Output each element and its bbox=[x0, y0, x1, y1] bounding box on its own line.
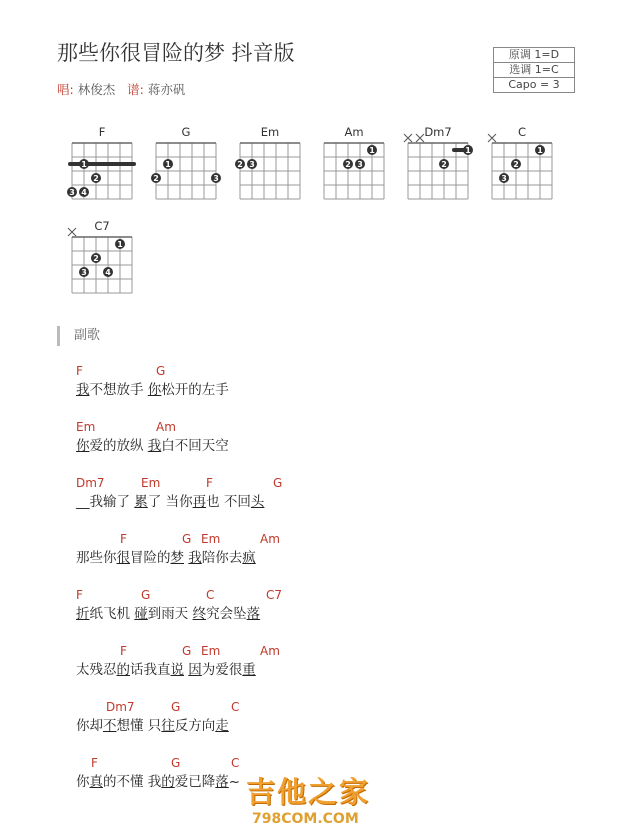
chord-label[interactable]: C bbox=[231, 700, 240, 714]
chord-label[interactable]: F bbox=[76, 364, 83, 378]
lyric-segment: 纸飞机 bbox=[89, 606, 135, 622]
finger-number: 1 bbox=[537, 146, 543, 155]
chord-label[interactable]: F bbox=[120, 532, 127, 546]
chord-diagram-c7[interactable] bbox=[68, 219, 132, 293]
chord-anchor-char: 碰 bbox=[134, 606, 148, 622]
lyric-segment: 你却 bbox=[76, 718, 103, 734]
lyric-text bbox=[76, 658, 256, 678]
chord-label[interactable]: Dm7 bbox=[76, 476, 105, 490]
finger-number: 1 bbox=[81, 160, 87, 169]
chord-anchor-char: 梦 bbox=[170, 550, 184, 566]
chord-label[interactable]: F bbox=[91, 756, 98, 770]
chord-anchor-char: 的 bbox=[116, 662, 130, 678]
lyric-text bbox=[76, 434, 229, 454]
chord-diagram-dm7[interactable] bbox=[404, 125, 473, 199]
section-label: 副歌 bbox=[57, 326, 100, 346]
lyric-text bbox=[76, 490, 264, 510]
chord-diagram-f[interactable] bbox=[67, 125, 134, 199]
watermark-text: 吉他之家 bbox=[246, 775, 371, 809]
chord-name: G bbox=[181, 125, 191, 139]
watermark-url: 798COM.COM bbox=[252, 811, 359, 827]
chord-anchor-char: 折 bbox=[76, 606, 90, 622]
finger-number: 2 bbox=[513, 160, 519, 169]
chord-anchor-char: 累 bbox=[134, 494, 148, 510]
chord-anchor-char: 重 bbox=[242, 662, 256, 678]
singer-label: 唱: bbox=[57, 82, 74, 97]
finger-number: 3 bbox=[249, 160, 255, 169]
lyric-text bbox=[76, 378, 229, 398]
chord-anchor-char: 说 bbox=[170, 662, 184, 678]
chord-label[interactable]: Em bbox=[201, 532, 221, 546]
tabber-name[interactable]: 蒋亦矾 bbox=[147, 82, 186, 97]
finger-number: 1 bbox=[117, 240, 123, 249]
chord-label[interactable]: C7 bbox=[266, 588, 283, 602]
muted-string-x bbox=[488, 134, 496, 142]
finger-number: 3 bbox=[357, 160, 363, 169]
finger-number: 2 bbox=[441, 160, 447, 169]
chord-label[interactable]: Am bbox=[260, 532, 280, 546]
lyric-segment: 话我直 bbox=[130, 662, 171, 678]
lyric-segment: 太残忍 bbox=[76, 662, 117, 678]
chord-anchor-char: 真 bbox=[89, 774, 103, 790]
chord-label[interactable]: G bbox=[171, 756, 181, 770]
chord-anchor-char: 头 bbox=[250, 494, 265, 510]
chord-anchor-char: 很 bbox=[116, 550, 130, 566]
chord-anchor-char: 落 bbox=[246, 606, 261, 622]
lyric-segment: 究会坠 bbox=[206, 606, 247, 622]
lyric-segment: 那些你 bbox=[76, 550, 117, 566]
lyric-segment: __我输了 bbox=[76, 494, 135, 510]
lyric-segment: 爱已降 bbox=[174, 774, 216, 790]
muted-string-x bbox=[404, 134, 412, 142]
chord-anchor-char: 不 bbox=[103, 718, 117, 734]
lyric-text bbox=[76, 714, 229, 734]
chord-anchor-char: 落 bbox=[215, 774, 229, 790]
lyric-segment: 反方向 bbox=[174, 718, 216, 734]
finger-number: 1 bbox=[165, 160, 171, 169]
lyric-segment: 你 bbox=[76, 774, 90, 790]
chord-name: Em bbox=[260, 125, 280, 139]
chord-name: C7 bbox=[94, 219, 110, 233]
lyric-segment: 冒险的 bbox=[130, 550, 171, 566]
lyric-text bbox=[76, 546, 256, 566]
chord-anchor-char: 我 bbox=[147, 438, 162, 454]
finger-number: 2 bbox=[237, 160, 243, 169]
lyric-segment: 爱的放纵 bbox=[89, 438, 148, 454]
finger-number: 4 bbox=[81, 188, 87, 197]
chord-label[interactable]: G bbox=[182, 644, 192, 658]
chord-label[interactable]: C bbox=[206, 588, 215, 602]
chord-diagram-am[interactable] bbox=[324, 125, 384, 199]
chord-name: Am bbox=[344, 125, 364, 139]
page-title: 那些你很冒险的梦 抖音版 bbox=[57, 41, 295, 65]
lyric-segment: 了 当你 bbox=[147, 494, 193, 510]
lyric-segment: ~ bbox=[228, 774, 241, 790]
finger-number: 1 bbox=[369, 146, 375, 155]
chord-label[interactable]: Em bbox=[141, 476, 161, 490]
finger-number: 4 bbox=[105, 268, 111, 277]
finger-number: 3 bbox=[213, 174, 219, 183]
chord-name: C bbox=[517, 125, 527, 139]
lyric-segment: 不想放手 bbox=[89, 382, 148, 398]
lyric-segment: 到雨天 bbox=[147, 606, 193, 622]
finger-number: 3 bbox=[501, 174, 507, 183]
finger-number: 2 bbox=[153, 174, 159, 183]
lyric-text bbox=[76, 602, 260, 622]
finger-number: 2 bbox=[93, 174, 99, 183]
chord-label[interactable]: G bbox=[273, 476, 283, 490]
lyric-segment: 想懂 只 bbox=[116, 718, 162, 734]
chord-label[interactable]: Em bbox=[201, 644, 221, 658]
chord-label[interactable]: Em bbox=[76, 420, 96, 434]
chord-anchor-char: 往 bbox=[161, 718, 175, 734]
lyric-segment: 白不回天空 bbox=[161, 438, 229, 454]
finger-number: 2 bbox=[345, 160, 351, 169]
selected-key: 选调 1=C bbox=[494, 63, 574, 78]
lyric-text bbox=[76, 770, 240, 790]
chord-anchor-char: 的 bbox=[161, 774, 175, 790]
finger-number: 1 bbox=[465, 146, 471, 155]
watermark-logo bbox=[246, 770, 370, 827]
chord-anchor-char: 终 bbox=[192, 606, 207, 622]
chord-label[interactable]: F bbox=[76, 588, 83, 602]
lyric-segment: 陪你去 bbox=[201, 550, 243, 566]
chord-diagram-em[interactable] bbox=[235, 125, 300, 199]
finger-number: 2 bbox=[93, 254, 99, 263]
chord-anchor-char: 疯 bbox=[242, 550, 256, 566]
chord-label[interactable]: Dm7 bbox=[106, 700, 135, 714]
chord-name: F bbox=[98, 125, 106, 139]
lyric-segment: 松开的左手 bbox=[161, 382, 229, 398]
chord-anchor-char: 因 bbox=[188, 662, 202, 678]
chord-label[interactable]: F bbox=[206, 476, 213, 490]
chord-anchor-char: 你 bbox=[147, 382, 162, 398]
chord-anchor-char: 你 bbox=[76, 438, 90, 454]
chord-label[interactable]: G bbox=[156, 364, 166, 378]
chord-label[interactable]: Am bbox=[260, 644, 280, 658]
chord-label[interactable]: G bbox=[141, 588, 151, 602]
tabber-label: 谱: bbox=[127, 82, 144, 97]
finger-number: 3 bbox=[69, 188, 75, 197]
chord-diagram-g[interactable] bbox=[151, 125, 221, 199]
chord-diagram-c[interactable] bbox=[488, 125, 552, 199]
capo-info: Capo = 3 bbox=[508, 78, 560, 91]
chord-anchor-char: 再 bbox=[192, 494, 207, 510]
chord-label[interactable]: F bbox=[120, 644, 127, 658]
muted-string-x bbox=[416, 134, 424, 142]
chord-anchor-char: 我 bbox=[76, 382, 90, 398]
muted-string-x bbox=[68, 228, 76, 236]
chord-label[interactable]: C bbox=[231, 756, 240, 770]
chord-diagrams bbox=[0, 0, 630, 310]
chord-label[interactable]: G bbox=[171, 700, 181, 714]
chord-anchor-char: 我 bbox=[188, 550, 202, 566]
chord-name: Dm7 bbox=[424, 125, 452, 139]
lyric-segment: 也 不回 bbox=[206, 494, 251, 510]
chord-anchor-char: 走 bbox=[215, 718, 229, 734]
chord-label[interactable]: Am bbox=[156, 420, 176, 434]
lyric-segment: 的不懂 我 bbox=[103, 774, 162, 790]
singer-name[interactable]: 林俊杰 bbox=[77, 82, 116, 97]
original-key: 原调 1=D bbox=[494, 48, 574, 63]
finger-number: 3 bbox=[81, 268, 87, 277]
chord-label[interactable]: G bbox=[182, 532, 192, 546]
lyric-segment: 为爱很 bbox=[201, 662, 243, 678]
